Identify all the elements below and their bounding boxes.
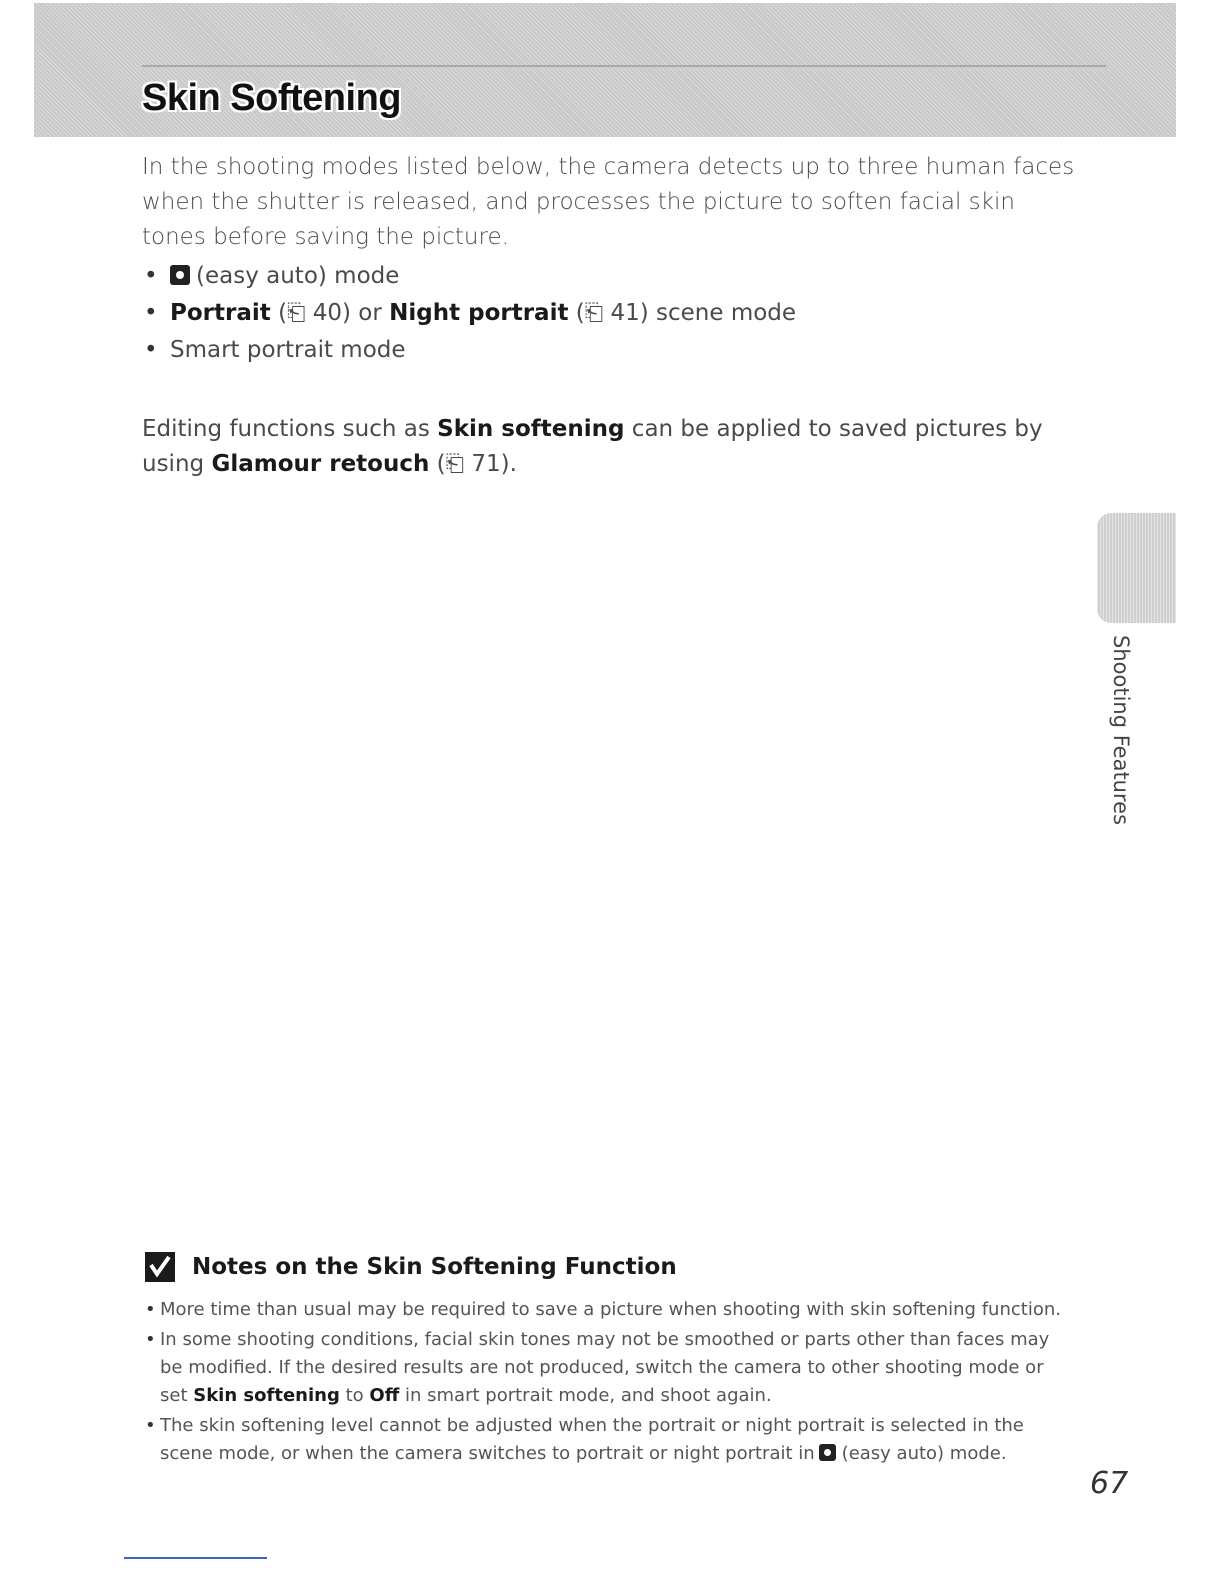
night-portrait-label: Night portrait bbox=[389, 300, 569, 326]
checkmark-icon bbox=[145, 1252, 175, 1282]
easy-auto-icon bbox=[170, 265, 190, 285]
list-item: • More time than usual may be required to save a picture when shooting with skin softening function. bbox=[145, 1296, 1065, 1324]
notes-heading bbox=[145, 1250, 845, 1286]
list-item: • (easy auto) mode bbox=[142, 258, 1092, 295]
portrait-ref: (⎗ 40) or bbox=[278, 300, 382, 326]
skin-softening-term: Skin softening bbox=[437, 416, 625, 442]
list-item: • The skin softening level cannot be adjusted when the portrait or night portrait is selected in the scene mode, or when the camera switches to portrait or night portrait in (easy auto) mode. bbox=[145, 1412, 1065, 1468]
intro-paragraph: In the shooting modes listed below, the camera detects up to three human faces when the shutter is released, and processes the picture to soften facial skin tones before saving the picture. bbox=[142, 154, 1075, 250]
page-number: 67 bbox=[1090, 1466, 1129, 1501]
page-title: Skin Softening bbox=[142, 77, 401, 119]
section-tab bbox=[1097, 513, 1176, 623]
footer-rule bbox=[124, 1557, 267, 1559]
mode-list bbox=[142, 258, 1092, 369]
easy-auto-icon bbox=[819, 1444, 836, 1461]
header-rule bbox=[142, 65, 1106, 67]
list-item bbox=[142, 295, 1092, 332]
notes-title: Notes on the Skin Softening Function bbox=[192, 1254, 677, 1280]
night-portrait-ref: (⎗ 41) scene mode bbox=[575, 300, 797, 326]
glamour-retouch-term: Glamour retouch bbox=[211, 451, 430, 477]
list-item: • In some shooting conditions, facial skin tones may not be smoothed or parts other than faces may be modified. If the desired results are not produced, switch the camera to other shooting mode or set Skin softening to Off in smart portrait mode, and shoot again. bbox=[145, 1326, 1065, 1410]
section-tab-label: Shooting Features bbox=[1109, 635, 1133, 826]
portrait-label: Portrait bbox=[170, 300, 271, 326]
list-item: • Smart portrait mode bbox=[142, 332, 1092, 369]
notes-list bbox=[145, 1296, 1065, 1470]
editing-paragraph: Editing functions such as Skin softening can be applied to saved pictures by using Glamour retouch (⎗ 71). bbox=[142, 416, 1043, 477]
glamour-ref: (⎗ 71). bbox=[436, 451, 517, 477]
